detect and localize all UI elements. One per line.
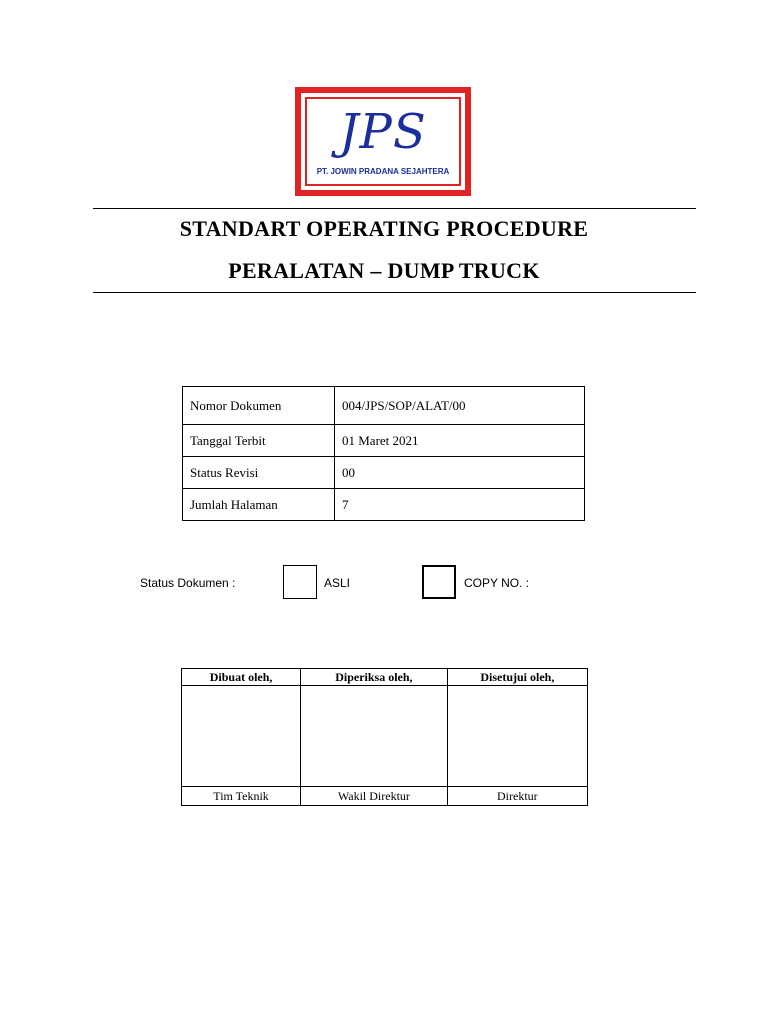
copy-checkbox[interactable] — [422, 565, 456, 599]
document-subtitle: PERALATAN – DUMP TRUCK — [228, 258, 540, 283]
table-row — [183, 387, 585, 425]
logo-frame — [301, 93, 465, 190]
table-row — [182, 669, 588, 686]
table-row — [183, 457, 585, 489]
company-logo — [295, 87, 471, 196]
table-row — [182, 787, 588, 806]
table-row — [183, 489, 585, 521]
logo-mark: JPS — [339, 104, 427, 160]
signature-header-made: Dibuat oleh, — [182, 669, 301, 686]
table-row — [182, 686, 588, 787]
logo-border — [305, 97, 461, 186]
asli-checkbox[interactable] — [283, 565, 317, 599]
document-info-table — [182, 386, 585, 521]
copy-label: COPY NO. : — [464, 576, 530, 590]
title-bottom-rule — [93, 292, 696, 293]
info-label: Status Revisi — [183, 457, 335, 489]
info-label: Jumlah Halaman — [183, 489, 335, 521]
info-value: 01 Maret 2021 — [335, 425, 585, 457]
info-value: 7 — [335, 489, 585, 521]
signature-header-checked: Diperiksa oleh, — [301, 669, 448, 686]
info-label: Nomor Dokumen — [183, 387, 335, 425]
signature-header-approved: Disetujui oleh, — [447, 669, 587, 686]
info-label: Tanggal Terbit — [183, 425, 335, 457]
info-value: 00 — [335, 457, 585, 489]
document-title: STANDART OPERATING PROCEDURE — [179, 216, 589, 241]
title-top-rule — [93, 208, 696, 209]
signature-box — [301, 686, 448, 787]
signature-box — [447, 686, 587, 787]
status-document-label: Status Dokumen : — [140, 576, 236, 590]
info-value: 004/JPS/SOP/ALAT/00 — [335, 387, 585, 425]
signature-box — [182, 686, 301, 787]
logo-company-name: PT. JOWIN PRADANA SEJAHTERA — [316, 167, 450, 176]
signature-table — [181, 668, 588, 806]
table-row — [183, 425, 585, 457]
signature-role: Tim Teknik — [182, 787, 301, 806]
asli-label: ASLI — [324, 576, 351, 590]
signature-role: Direktur — [447, 787, 587, 806]
signature-role: Wakil Direktur — [301, 787, 448, 806]
